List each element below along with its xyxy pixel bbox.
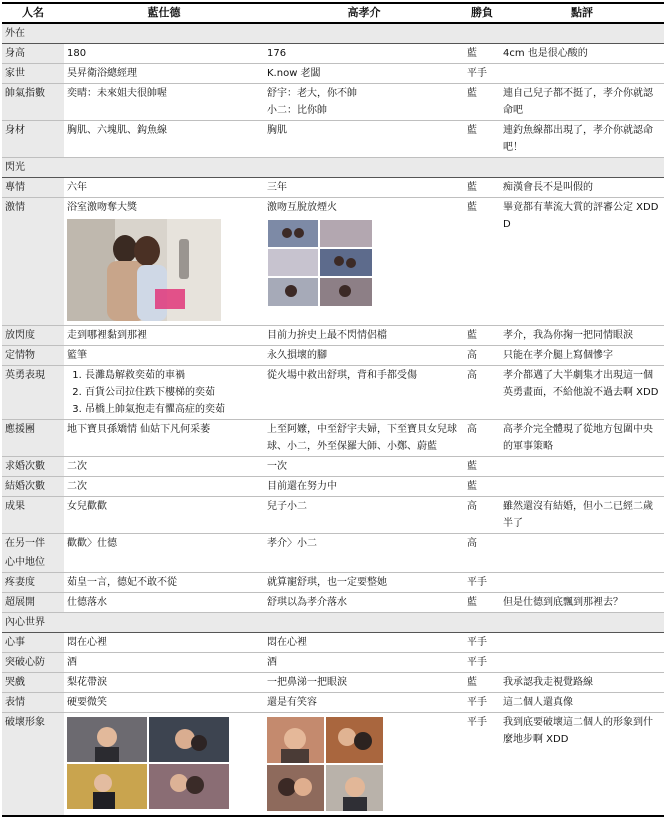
lan-value: 籃筆 <box>64 346 264 366</box>
row-label: 家世 <box>2 64 64 84</box>
row-label: 身材 <box>2 121 64 158</box>
table-row <box>2 346 664 366</box>
list-item: 1. 長灘島解救奕茹的車禍 <box>85 367 261 384</box>
row-label: 求婚次數 <box>2 457 64 477</box>
comment <box>500 477 664 497</box>
table-row <box>2 534 664 554</box>
winner: 平手 <box>464 653 500 673</box>
row-label: 突破心防 <box>2 653 64 673</box>
comment: 4cm 也是很心酸的 <box>500 44 664 64</box>
crying-and-smiling-collage <box>67 717 229 809</box>
gao-value: 舒琪以為孝介落水 <box>264 593 464 613</box>
crying-and-kissing-collage <box>267 717 383 811</box>
section-flash: 閃光 <box>2 158 664 178</box>
table-row <box>2 477 664 497</box>
comment <box>500 633 664 653</box>
winner: 平手 <box>464 713 500 817</box>
row-label: 哭戲 <box>2 673 64 693</box>
lan-value <box>64 366 264 420</box>
lan-value: 女兒歡歡 <box>64 497 264 534</box>
table-row <box>2 64 664 84</box>
table-row <box>2 593 664 613</box>
gao-value <box>264 198 464 326</box>
gao-value: 目前力拚史上最不閃情侶檔 <box>264 326 464 346</box>
winner: 平手 <box>464 633 500 653</box>
row-label: 激情 <box>2 198 64 326</box>
section-outer: 外在 <box>2 23 664 44</box>
comment: 我到底要破壞這二個人的形象到什麼地步啊 XDD <box>500 713 664 817</box>
header-comment: 點評 <box>500 3 664 23</box>
lan-value: 昊昇衛浴總經理 <box>64 64 264 84</box>
winner: 藍 <box>464 178 500 198</box>
list-item: 3. 吊橋上帥氣抱走有懼高症的奕茹 <box>85 401 261 418</box>
row-label: 超展開 <box>2 593 64 613</box>
table-row <box>2 653 664 673</box>
lan-value: 走到哪裡黏到那裡 <box>64 326 264 346</box>
comment <box>500 573 664 593</box>
row-label: 帥氣指數 <box>2 84 64 121</box>
row-label: 疼妻度 <box>2 573 64 593</box>
lan-value: 二次 <box>64 457 264 477</box>
comment <box>500 457 664 477</box>
table-row <box>2 178 664 198</box>
gao-value: 悶在心裡 <box>264 633 464 653</box>
gao-value <box>264 553 464 573</box>
gao-value: 胸肌 <box>264 121 464 158</box>
gao-value-line: 小二：比你帥 <box>267 105 327 116</box>
gao-value: 一次 <box>264 457 464 477</box>
table-row <box>2 326 664 346</box>
header-lan: 藍仕德 <box>64 3 264 23</box>
winner: 藍 <box>464 326 500 346</box>
table-row <box>2 497 664 534</box>
table-row <box>2 44 664 64</box>
row-label: 身高 <box>2 44 64 64</box>
section-inner: 內心世界 <box>2 613 664 633</box>
comment: 但是仕德到底飄到那裡去？ <box>500 593 664 613</box>
table-row <box>2 366 664 420</box>
winner: 高 <box>464 366 500 420</box>
lan-value: 地下寶貝孫矯情 仙姑下凡何采萎 <box>64 420 264 457</box>
comment: 連自己兒子都不挺了，孝介你就認命吧 <box>500 84 664 121</box>
gao-value <box>264 84 464 121</box>
lan-value: 歡歡〉仕德 <box>64 534 264 554</box>
winner: 平手 <box>464 693 500 713</box>
comment: 我承認我走視覺路線 <box>500 673 664 693</box>
hero-list <box>67 367 261 418</box>
winner: 藍 <box>464 44 500 64</box>
lan-value: 仕德落水 <box>64 593 264 613</box>
gao-value: 一把鼻涕一把眼淚 <box>264 673 464 693</box>
row-label: 放閃度 <box>2 326 64 346</box>
lan-value <box>64 553 264 573</box>
winner: 高 <box>464 534 500 554</box>
table-row <box>2 457 664 477</box>
gao-value: K.now 老闆 <box>264 64 464 84</box>
lan-value: 胸肌、六塊肌、鈎魚線 <box>64 121 264 158</box>
lan-value-text: 浴室激吻奪大獎 <box>67 202 137 213</box>
table-row <box>2 713 664 817</box>
lan-value <box>64 198 264 326</box>
gao-value: 上至阿嬤，中至舒宇夫婦，下至寶貝女兒球球、小二，外至保羅大師、小鄭、蔚藍 <box>264 420 464 457</box>
winner: 高 <box>464 346 500 366</box>
row-label: 成果 <box>2 497 64 534</box>
comment: 孝介，我為你掬一把同情眼淚 <box>500 326 664 346</box>
row-label: 專情 <box>2 178 64 198</box>
comment <box>500 534 664 554</box>
table-row <box>2 553 664 573</box>
winner: 高 <box>464 497 500 534</box>
row-label: 心事 <box>2 633 64 653</box>
gao-value: 兒子小二 <box>264 497 464 534</box>
table-row <box>2 633 664 653</box>
gao-value: 176 <box>264 44 464 64</box>
header-gao: 高孝介 <box>264 3 464 23</box>
comment <box>500 64 664 84</box>
table-header-row <box>2 3 664 23</box>
lan-value <box>64 713 264 817</box>
lan-value: 硬要微笑 <box>64 693 264 713</box>
row-label: 在另一伴 <box>2 534 64 554</box>
comment: 這二個人還真像 <box>500 693 664 713</box>
winner: 藍 <box>464 121 500 158</box>
winner: 藍 <box>464 673 500 693</box>
table-row <box>2 573 664 593</box>
table-row <box>2 84 664 121</box>
table-row <box>2 198 664 326</box>
gao-value: 酒 <box>264 653 464 673</box>
winner: 平手 <box>464 573 500 593</box>
winner: 藍 <box>464 84 500 121</box>
gao-value-text: 激吻互脫放煙火 <box>267 202 337 213</box>
comment <box>500 553 664 573</box>
lan-value: 六年 <box>64 178 264 198</box>
row-label: 英勇表現 <box>2 366 64 420</box>
comment: 高孝介完全體現了從地方包圍中央的軍事策略 <box>500 420 664 457</box>
header-name: 人名 <box>2 3 64 23</box>
fireworks-kiss-collage <box>267 219 373 307</box>
row-label: 應援團 <box>2 420 64 457</box>
gao-value: 還是有笑容 <box>264 693 464 713</box>
winner: 藍 <box>464 477 500 497</box>
section-row <box>2 613 664 633</box>
table-row <box>2 420 664 457</box>
comment: 連釣魚線都出現了，孝介你就認命吧！ <box>500 121 664 158</box>
comparison-document <box>2 2 664 817</box>
list-item: 2. 百貨公司拉住跌下樓梯的奕茹 <box>85 384 261 401</box>
winner: 藍 <box>464 457 500 477</box>
gao-value: 就算寵舒琪，也一定要整她 <box>264 573 464 593</box>
comparison-table <box>2 2 664 817</box>
gao-value: 從火場中救出舒琪，背和手都受傷 <box>264 366 464 420</box>
winner: 藍 <box>464 198 500 326</box>
gao-value: 永久損壞的腳 <box>264 346 464 366</box>
comment: 孝介都邁了大半劇集才出現這一個英勇畫面，不給他說不過去啊 XDD <box>500 366 664 420</box>
row-label: 破壞形象 <box>2 713 64 817</box>
gao-value: 三年 <box>264 178 464 198</box>
comment: 畢竟都有華流大賞的評審公定 XDDD <box>500 198 664 326</box>
winner: 藍 <box>464 593 500 613</box>
row-label: 結婚次數 <box>2 477 64 497</box>
lan-value: 180 <box>64 44 264 64</box>
comment: 雖然還沒有結婚，但小二已經二歲半了 <box>500 497 664 534</box>
lan-value: 酒 <box>64 653 264 673</box>
bathroom-kiss-photo <box>67 219 221 321</box>
gao-value: 目前還在努力中 <box>264 477 464 497</box>
row-label: 表情 <box>2 693 64 713</box>
table-row <box>2 121 664 158</box>
lan-value: 梨花帶淚 <box>64 673 264 693</box>
lan-value: 奕晴：未來姐夫很帥喔 <box>64 84 264 121</box>
winner: 平手 <box>464 64 500 84</box>
table-row <box>2 693 664 713</box>
comment: 痴漢會長不是叫假的 <box>500 178 664 198</box>
header-winner: 勝負 <box>464 3 500 23</box>
gao-value: 孝介〉小二 <box>264 534 464 554</box>
row-label: 心中地位 <box>2 553 64 573</box>
section-row <box>2 23 664 44</box>
table-row <box>2 673 664 693</box>
comment <box>500 653 664 673</box>
lan-value: 悶在心裡 <box>64 633 264 653</box>
gao-value <box>264 713 464 817</box>
lan-value: 茹皇一言，德妃不敢不從 <box>64 573 264 593</box>
winner: 高 <box>464 420 500 457</box>
section-row <box>2 158 664 178</box>
comment: 只能在孝介腿上寫個慘字 <box>500 346 664 366</box>
row-label: 定情物 <box>2 346 64 366</box>
winner <box>464 553 500 573</box>
gao-value-line: 舒宇：老大，你不帥 <box>267 88 357 99</box>
lan-value: 二次 <box>64 477 264 497</box>
